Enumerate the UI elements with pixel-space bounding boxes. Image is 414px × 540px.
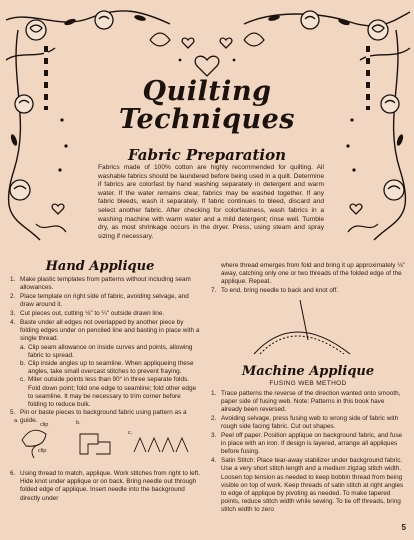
figure-label-clip: clip [38,448,47,454]
hand-applique-column [10,276,200,426]
page-number: 5 [401,523,406,532]
figure-label-b: b. [76,420,81,426]
machine-applique-column [211,390,405,515]
sub-list-item: a. Clip seam allowance on inside curves and points, allowing fabric to spread. [20,343,193,359]
list-item: 3. Cut pieces out, cutting ⅛" to ¼" outside drawn line. [10,309,165,317]
page-title-line2: Techniques [118,104,296,135]
applique-clipping-figure [14,418,194,468]
fusing-web-method-subheading: FUSING WEB METHOD [269,380,347,387]
list-item: 5. Pin or baste pieces to background fabric using pattern as a guide. [10,409,187,425]
figure-label-clip: clip [40,422,49,428]
page-title-line1: Quilting [142,76,272,107]
machine-applique-heading: Machine Applique [241,364,375,379]
hand-applique-continued [211,262,405,295]
hand-applique-heading: Hand Applique [45,259,155,274]
fabric-preparation-text: Fabrics made of 100% cotton are highly recommended for quilting. All washable fabrics should be laundered before being used in a quilt. Determine if fabrics are colorfast by hand washing separately in detergent and warm water. If the water remains clear, fabrics may be washed together. If any fabric bleeds, wash it separately. If fabric continues to bleed, discard and select another fabric. After checking for colorfastness, wash fabrics in a washing machine with warm water and a mild detergent; rinse well. Tumble dry, as most shrinkage occurs in the dryer. Press, using steam and spray sizing if necessary. [98,164,324,240]
figure-label-c: c. [128,430,133,436]
fabric-preparation-heading: Fabric Preparation [127,146,287,164]
list-item: 4. Baste under all edges not overlapped by another piece by folding edges under on penciled line and basting in place with a single thread. [10,318,200,342]
list-item: 6. Using thread to match, applique. Work stitches from right to left. Hide knot under applique or on back. Bring needle out through folded edge of applique. Insert needle into the background directly under [10,470,200,502]
list-item: 1. Trace patterns the reverse of the direction wanted onto smooth, paper side of fusing web. Note: Patterns in this book have already been reversed. [211,390,401,414]
list-item: 4. Satin Stitch: Place tear-away stabilizer under background fabric. Use a very short stitch length and a medium zigzag stitch width. Loosen top tension as needed to keep bobbin thread from being visible on top of work. Keep threads of satin stitch at right angles to edge of applique by pivoting as needed. To make tapered points, reduce stitch width while sewing. To tie off threads, bring stitch width to zero [211,457,404,514]
sub-list-item: c. Miter outside points less than 90° in three separate folds. Fold down point; fold one edge to seamline; fold other edge to seamline. It may be necessary to trim corner before folding to reduce bulk. [20,376,197,409]
list-item: 2. Avoiding selvage, press fusing web to wrong side of fabric with rough side facing fabric. Cut out shapes. [211,415,399,431]
continued-text: where thread emerges from fold and bring it up approximately ⅛" away, catching only one or two threads of the folded edge of the applique. Repeat. [221,262,405,286]
hand-applique-column-continued [10,470,200,503]
list-item: 3. Peel off paper. Position applique on background fabric, and fuse in place with an iron. If design is layered, arrange all appliques before fusing. [211,432,403,456]
list-item: 2. Place template on right side of fabric, avoiding selvage, and draw around it. [10,292,189,309]
list-item: 7. To end, bring needle to back and knot off. [211,286,339,294]
sub-list-item: b. Clip inside angles up to seamline. When appliqueing these angles, take small overcast stitches to prevent fraying. [20,360,194,376]
figure-label-a: a. [14,418,19,424]
list-item: 1. Make plastic templates from patterns without including seam allowances. [10,276,191,292]
